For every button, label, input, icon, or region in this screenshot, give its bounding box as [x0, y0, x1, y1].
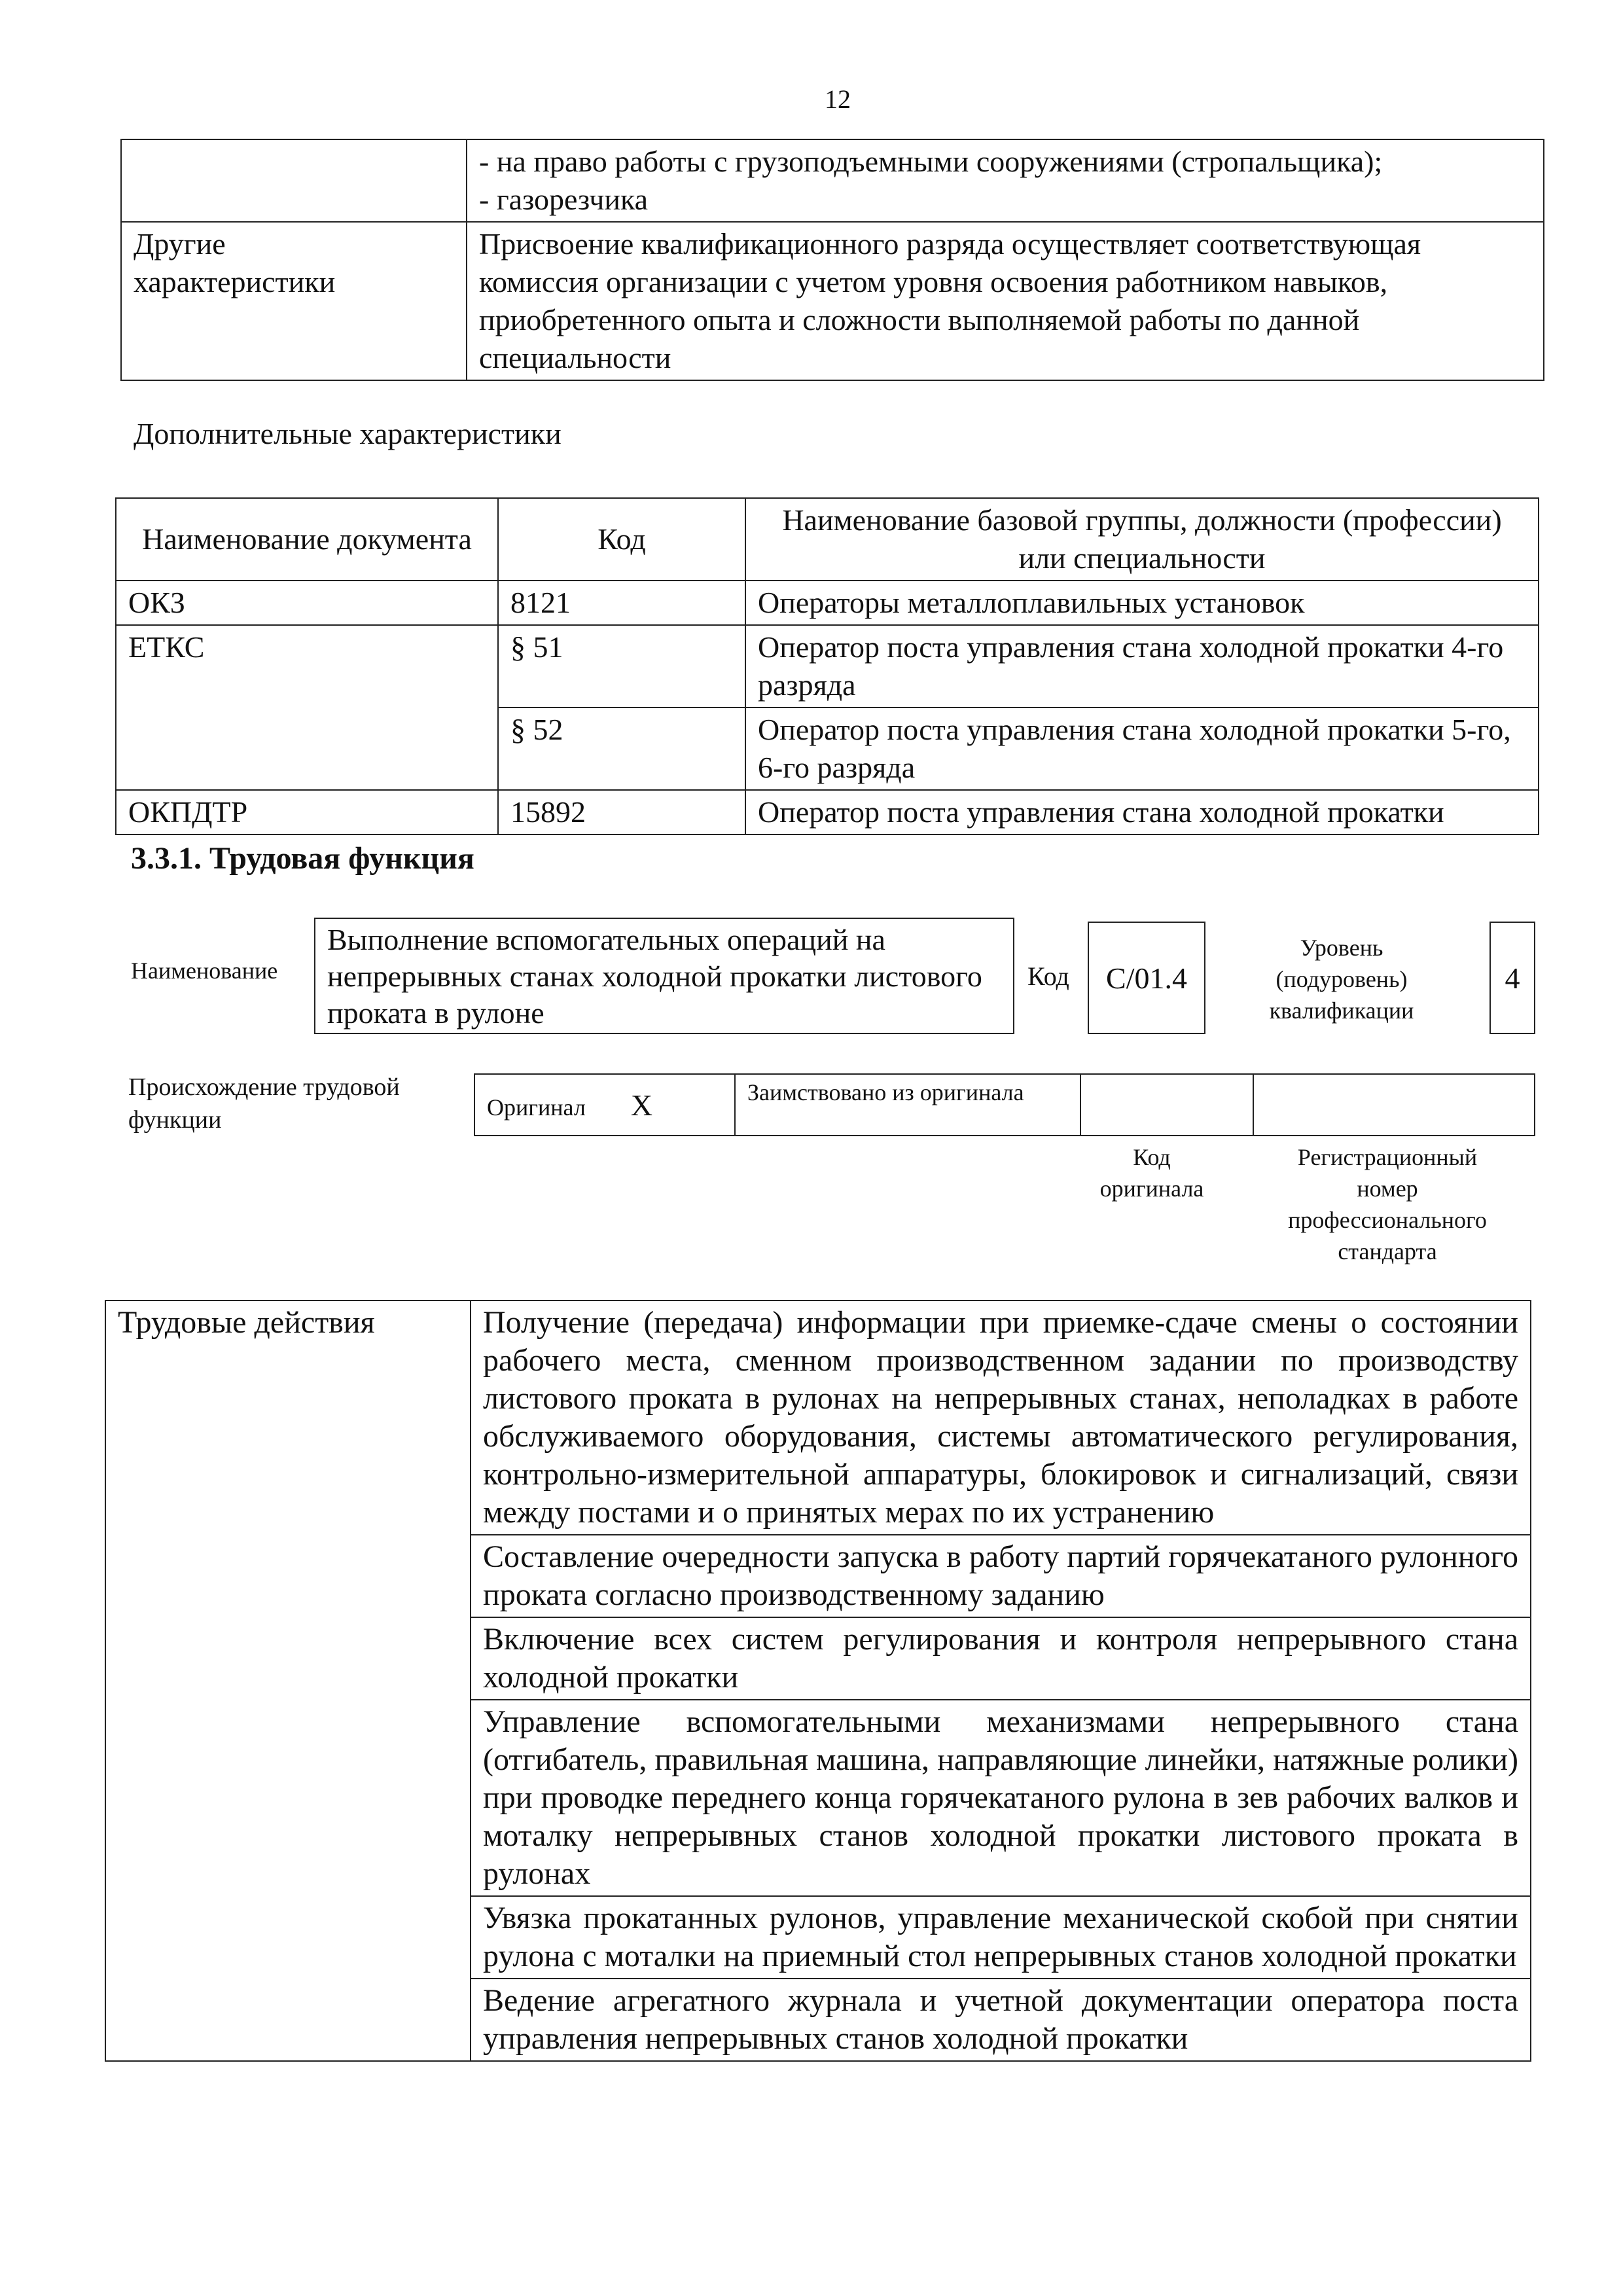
empty-cell	[121, 139, 467, 222]
name-cell: Оператор поста управления стана холодной прокатки 5-го, 6-го разряда	[745, 708, 1539, 790]
origin-table	[474, 1073, 1535, 1136]
name-cell: Оператор поста управления стана холодной прокатки 4-го разряда	[745, 625, 1539, 708]
function-name-value: Выполнение вспомогательных операций на непрерывных станах холодной прокатки листового проката в рулоне	[327, 923, 982, 1030]
registration-number-caption: Регистрационный номер профессионального стандарта	[1288, 1144, 1487, 1265]
name-cell: Операторы металлоплавильных установок	[745, 581, 1539, 625]
labor-actions-label: Трудовые действия	[105, 1300, 471, 2061]
labor-action-item: Получение (передача) информации при приемке-сдаче смены о состоянии рабочего места, сменном производственном задании по производству листового проката в рулонах на непрерывных станах, неполадках в работе обслуживаемого оборудования, системы автоматического регулирования, контрольно-измерительной аппаратуры, блокировок и сигнализаций, связи между постами и о принятых мерах по их устранению	[471, 1300, 1531, 1535]
function-name-label: Наименование	[131, 958, 278, 984]
function-code-box	[1088, 922, 1205, 1034]
section-title: 3.3.1. Трудовая функция	[131, 841, 474, 876]
labor-action-item: Увязка прокатанных рулонов, управление механической скобой при снятии рулона с моталки на приемный стол непрерывных станов холодной прокатки	[471, 1896, 1531, 1979]
labor-action-item: Управление вспомогательными механизмами непрерывного стана (отгибатель, правильная машина, направляющие линейки, натяжные ролики) при проводке переднего конца горячекатаного рулона в зев рабочих валков и моталку непрерывных станов холодной прокатки листового проката в рулонах	[471, 1700, 1531, 1896]
qualification-level-value: 4	[1505, 961, 1520, 995]
code-cell: 8121	[498, 581, 745, 625]
table-row	[116, 581, 1539, 625]
labor-action-item: Составление очередности запуска в работу партий горячекатаного рулонного проката согласно производственному заданию	[471, 1535, 1531, 1617]
function-code-label: Код	[1027, 961, 1069, 991]
labor-actions-table	[105, 1300, 1531, 2062]
header-code: Код	[498, 498, 745, 581]
function-name-box	[314, 918, 1014, 1034]
other-characteristics-text: Присвоение квалификационного разряда осуществляет соответствующая комиссия организации с учетом уровня освоения работником навыков, приобретенного опыта и сложности выполняемой работы по данной специальности	[467, 222, 1544, 380]
doc-cell: ЕТКС	[116, 625, 498, 790]
page-number: 12	[825, 84, 851, 114]
other-characteristics-table	[120, 139, 1544, 381]
function-code-value: C/01.4	[1106, 961, 1187, 995]
header-document: Наименование документа	[116, 498, 498, 581]
table-row	[116, 625, 1539, 708]
code-cell: 15892	[498, 790, 745, 834]
labor-action-item: Ведение агрегатного журнала и учетной документации оператора поста управления непрерывных станов холодной прокатки	[471, 1979, 1531, 2061]
name-cell: Оператор поста управления стана холодной прокатки	[745, 790, 1539, 834]
doc-cell: ОКЗ	[116, 581, 498, 625]
original-label: Оригинал	[487, 1094, 586, 1121]
permission-line: - на право работы с грузоподъемными сооружениями (стропальщика);	[479, 145, 1383, 178]
table-row	[116, 790, 1539, 834]
additional-characteristics-heading: Дополнительные характеристики	[134, 417, 562, 450]
qualification-level-label: Уровень (подуровень) квалификации	[1269, 935, 1414, 1024]
header-group-name: Наименование базовой группы, должности (профессии) или специальности	[745, 498, 1539, 581]
original-cell	[474, 1074, 735, 1136]
qualification-level-box	[1489, 922, 1535, 1034]
borrowed-cell: Заимствовано из оригинала	[735, 1074, 1080, 1136]
code-cell: § 51	[498, 625, 745, 708]
permission-line: - газорезчика	[479, 183, 649, 216]
original-code-cell	[1080, 1074, 1253, 1136]
other-characteristics-label: Другие характеристики	[121, 222, 467, 380]
doc-cell: ОКПДТР	[116, 790, 498, 834]
origin-label: Происхождение трудовой функции	[128, 1073, 400, 1134]
code-cell: § 52	[498, 708, 745, 790]
original-mark: X	[630, 1088, 653, 1122]
labor-action-item: Включение всех систем регулирования и контроля непрерывного стана холодной прокатки	[471, 1617, 1531, 1700]
additional-characteristics-table	[115, 497, 1539, 835]
permissions-cell	[467, 139, 1544, 222]
original-code-caption: Код оригинала	[1099, 1144, 1204, 1202]
registration-number-cell	[1253, 1074, 1535, 1136]
